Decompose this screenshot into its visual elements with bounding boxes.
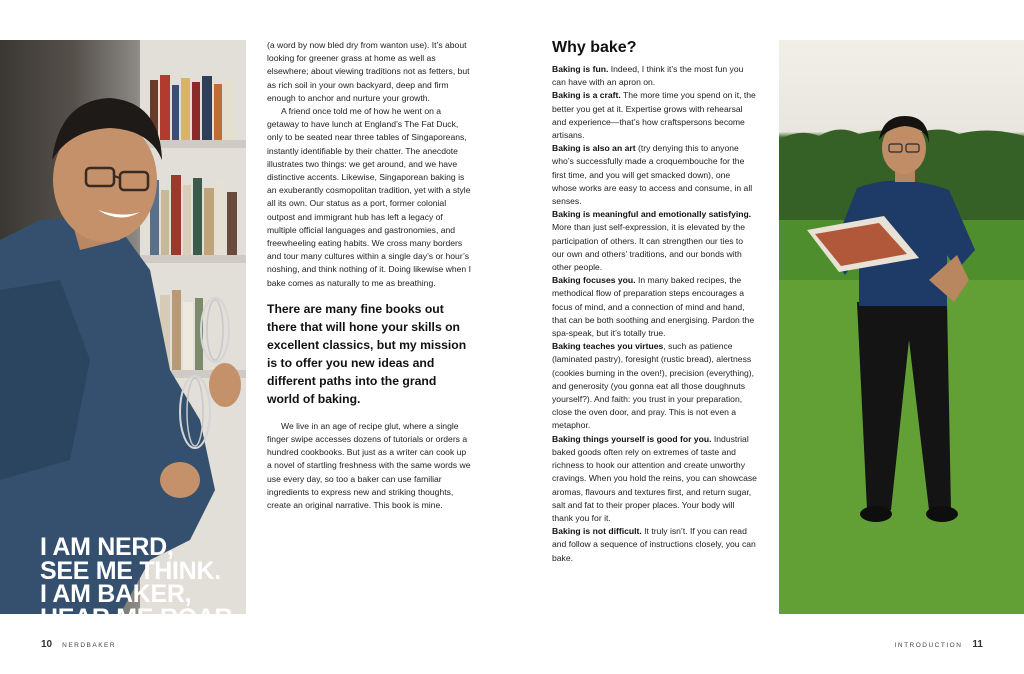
left-page-number: 10 — [41, 639, 53, 650]
right-folio — [895, 639, 983, 650]
reason-text: , such as patience (laminated pastry), foresight (rustic bread), alertness (cookies burning in the oven!), precision (everything), and generosity (you gonna eat all those doughnuts yourself?). And faith: you trust in your preparation, close the oven door, and pray. This is not even a metaphor. — [552, 341, 755, 431]
reason-text: It truly isn’t. If you can read and follow a sequence of instructions closely, you can bake. — [552, 526, 756, 563]
reason-lead: Baking focuses you. — [552, 275, 636, 286]
right-column — [552, 38, 757, 565]
right-page-number: 11 — [972, 639, 983, 650]
reason-item — [552, 63, 757, 89]
paragraph-3: We live in an age of recipe glut, where a single finger swipe accesses dozens of tutorials or orders a hundred cookbooks. But just as a writer can cook up a novel of startling freshness with the same words we use every day, so too a baker can use familiar ingredients to express new and striking thoughts, create an original narrative. This book is mine. — [267, 420, 471, 511]
headline-line-3: I AM BAKER, — [40, 580, 192, 608]
reason-text: More than just self-expression, it is elevated by the participation of others. It can strengthen our ties to our own and others’ traditions, and our bonds with other people. — [552, 222, 745, 273]
reason-item — [552, 208, 757, 274]
reason-text: Indeed, I think it’s the most fun you can have with an apron on. — [552, 64, 744, 88]
reason-item — [552, 525, 757, 565]
left-photo — [0, 40, 246, 632]
reason-lead: Baking is not difficult. — [552, 526, 642, 537]
headline-line-1: I AM NERD, — [40, 533, 174, 561]
middle-column — [267, 39, 472, 512]
left-folio — [41, 639, 116, 650]
reason-text: In many baked recipes, the methodical flow of preparation steps encourages a focus of mind, and a connection of mind and hand, that can be both soothing and energising. Pardon the spa-speak, but it’s totally true. — [552, 275, 755, 339]
photo-illustration-right — [779, 40, 1024, 614]
reason-item — [552, 340, 757, 432]
reason-item — [552, 274, 757, 340]
reason-text: (try denying this to anyone who’s successfully made a croquembouche for the first time, and you will get smacked down), one whose works are easy to access and consume, in all senses. — [552, 143, 753, 207]
right-running-head: INTRODUCTION — [894, 642, 963, 649]
headline-line-2: SEE ME THINK. — [40, 556, 221, 585]
reason-lead: Baking things yourself is good for you. — [552, 433, 712, 444]
reason-lead: Baking is meaningful and emotionally satisfying. — [552, 209, 752, 220]
reason-item — [552, 433, 757, 525]
pull-quote: There are many fine books out there that will hone your skills on excellent classics, but my mission is to offer you new ideas and different paths into the grand world of baking. — [267, 301, 467, 406]
reason-text: Industrial baked goods often rely on extremes of taste and richness to hook our attention and create unworthy cravings. When you hold the reins, you can showcase aromas, flavours and textures first, and return sugar, salt and fat to their proper places. Your body will thank you for it. — [552, 433, 757, 523]
reason-lead: Baking is a craft. — [552, 90, 621, 101]
reason-item — [552, 89, 757, 142]
left-running-head: NERDBAKER — [62, 642, 117, 649]
reason-text: The more time you spend on it, the better you get at it. Expertise grows with rehearsal and experience—that’s how craftspersons become artisans. — [552, 90, 756, 141]
paragraph-2: A friend once told me of how he went on a getaway to have lunch at England’s The Fat Duck, only to be seated near three tables of Singaporeans, instantly identifiable by their chatter. The anecdote illustrates two things: we get around, and we have distinctive accents. Likewise, Singaporean baking is an exuberantly cosmopolitan tradition, yet with a style all its own. Our status as a port, former colonial outpost and immigrant hub has left a legacy of multiple official languages and gastronomies, and freewheeling eating habits. We cross many borders and tour many cultures within a single day’s or hour’s noshing, and think nothing of it. Doing likewise when I bake comes as naturally to me as breathing. — [267, 106, 471, 288]
headline — [40, 533, 240, 632]
photo-illustration-left — [0, 40, 246, 614]
headline-line-4: HEAR ME ROAR. — [40, 603, 239, 632]
reason-item — [552, 142, 757, 208]
section-heading: Why bake? — [552, 39, 637, 56]
right-photo — [779, 40, 1024, 614]
reason-lead: Baking is also an art — [552, 143, 636, 154]
reason-lead: Baking teaches you virtues — [552, 341, 664, 352]
reason-lead: Baking is fun. — [552, 64, 609, 74]
paragraph-1: (a word by now bled dry from wanton use). It’s about looking for greener grass at home as well as elsewhere; about viewing traditions not as fetters, but as rich soil in your own backyard, deep and firm enough to anchor and nurture your growth. — [267, 40, 470, 103]
